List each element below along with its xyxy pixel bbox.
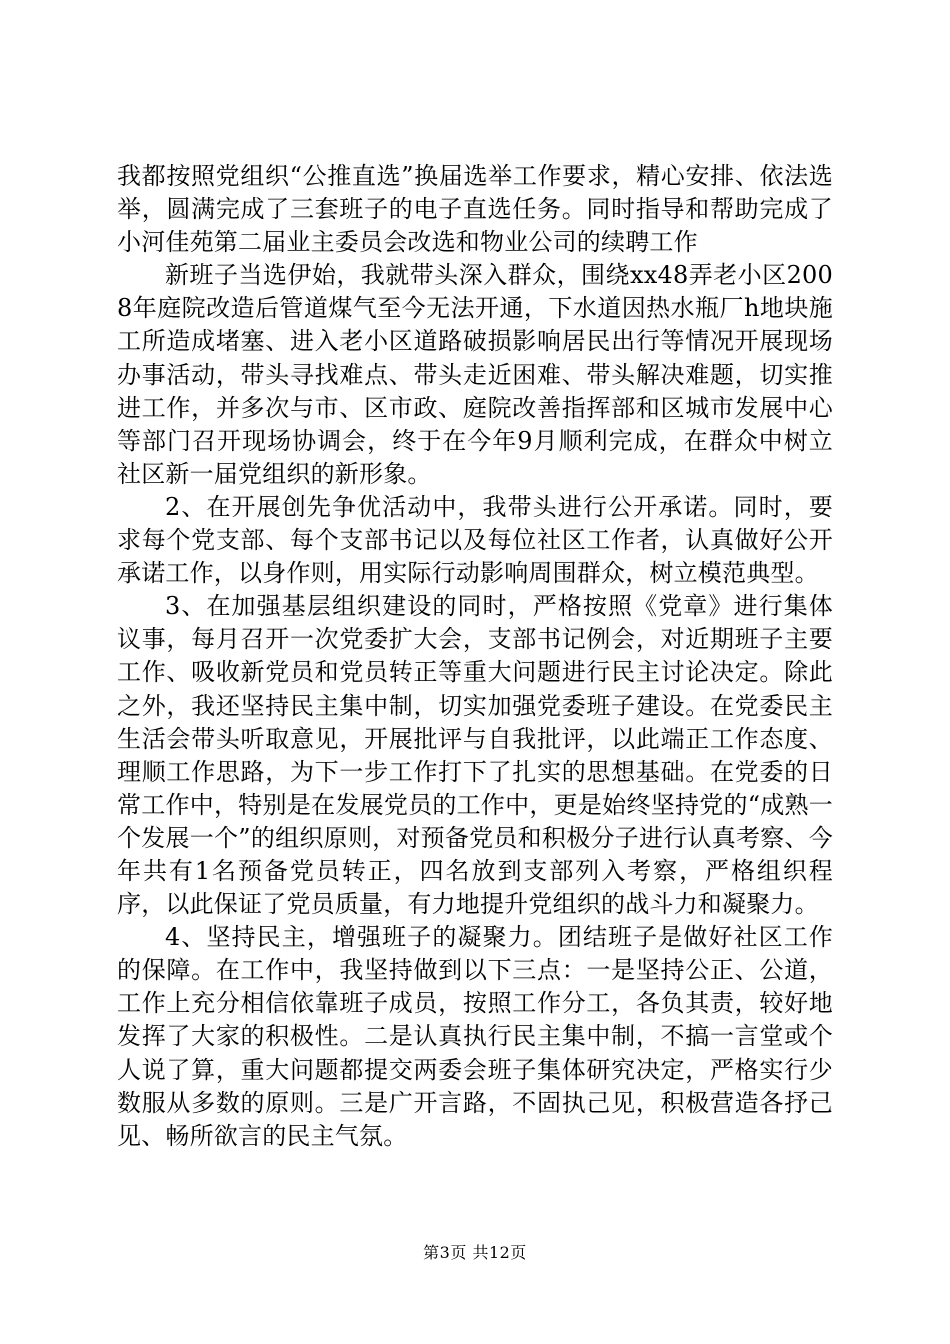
paragraph-2: 新班子当选伊始，我就带头深入群众，围绕xx48弄老小区2008年庭院改造后管道煤气至今无法开通，下水道因热水瓶厂h地块施工所造成堵塞、进入老小区道路破损影响居民出行等情况开展现场办事活动，带头寻找难点、带头走近困难、带头解决难题，切实推进工作，并多次与市、区市政、庭院改善指挥部和区城市发展中心等部门召开现场协调会，终于在今年9月顺利完成，在群众中树立社区新一届党组织的新形象。	[117, 261, 833, 488]
page-number-label: 第3页 共12页	[423, 1243, 527, 1262]
paragraph-4: 3、在加强基层组织建设的同时，严格按照《党章》进行集体议事，每月召开一次党委扩大会，支部书记例会，对近期班子主要工作、吸收新党员和党员转正等重大问题进行民主讨论决定。除此之外，我还坚持民主集中制，切实加强党委班子建设。在党委民主生活会带头听取意见，开展批评与自我批评，以此端正工作态度、理顺工作思路，为下一步工作打下了扎实的思想基础。在党委的日常工作中，特别是在发展党员的工作中，更是始终坚持党的“成熟一个发展一个”的组织原则，对预备党员和积极分子进行认真考察、今年共有1名预备党员转正，四名放到支部列入考察，严格组织程序，以此保证了党员质量，有力地提升党组织的战斗力和凝聚力。	[117, 592, 833, 919]
document-body	[117, 160, 833, 1153]
paragraph-3: 2、在开展创先争优活动中，我带头进行公开承诺。同时，要求每个党支部、每个支部书记以及每位社区工作者，认真做好公开承诺工作，以身作则，用实际行动影响周围群众，树立模范典型。	[117, 492, 833, 588]
paragraph-1: 我都按照党组织“公推直选”换届选举工作要求，精心安排、依法选举，圆满完成了三套班子的电子直选任务。同时指导和帮助完成了小河佳苑第二届业主委员会改选和物业公司的续聘工作	[117, 162, 833, 257]
paragraph-5: 4、坚持民主，增强班子的凝聚力。团结班子是做好社区工作的保障。在工作中，我坚持做到以下三点：一是坚持公正、公道，工作上充分相信依靠班子成员，按照工作分工，各负其责，较好地发挥了大家的积极性。二是认真执行民主集中制，不搞一言堂或个人说了算，重大问题都提交两委会班子集体研究决定，严格实行少数服从多数的原则。三是广开言路，不固执己见，积极营造各抒己见、畅所欲言的民主气氛。	[117, 923, 833, 1150]
page-footer	[0, 1243, 950, 1263]
